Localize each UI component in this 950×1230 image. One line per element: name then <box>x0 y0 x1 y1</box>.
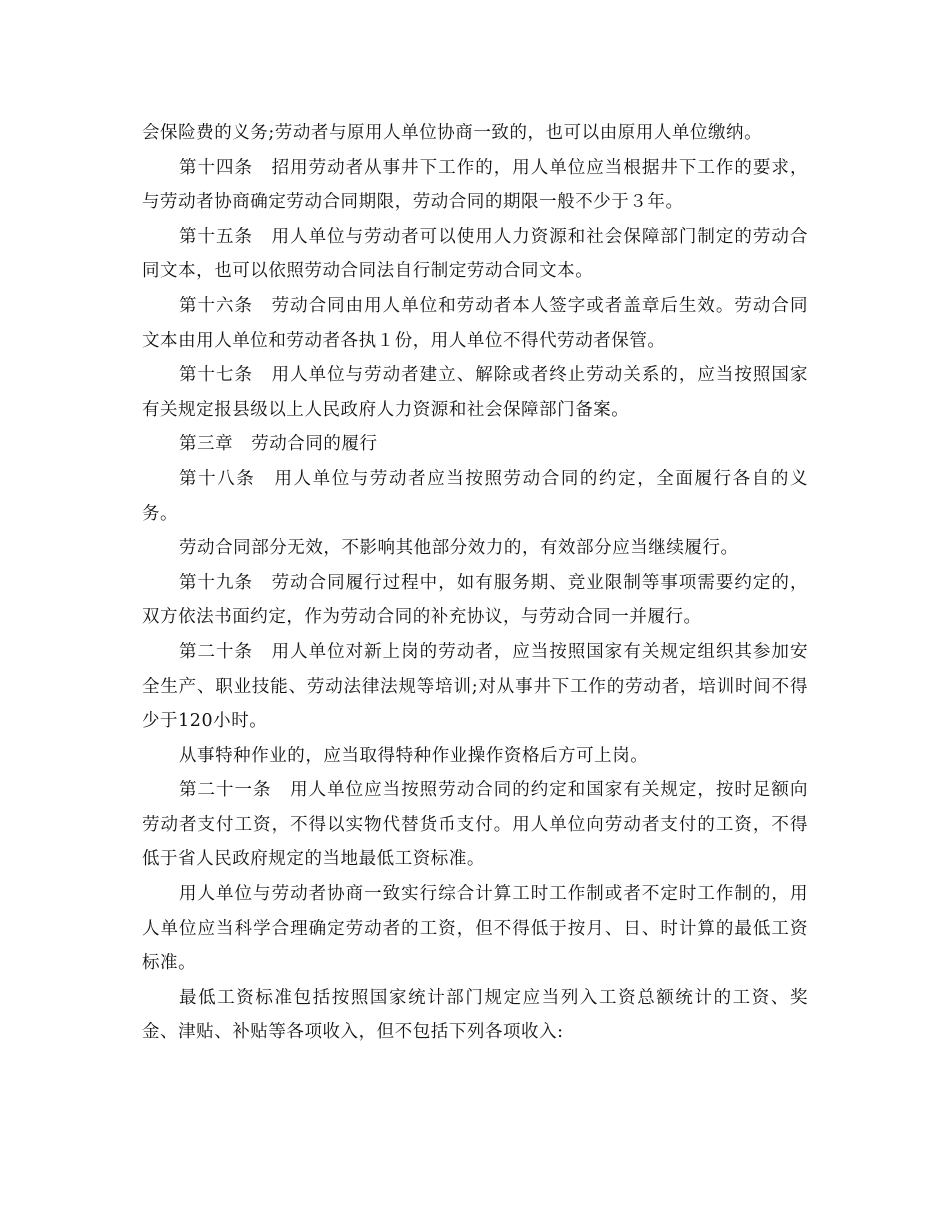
paragraph-article-16: 第十六条 劳动合同由用人单位和劳动者本人签字或者盖章后生效。劳动合同文本由用人单位和劳动者各执１份，用人单位不得代劳动者保管。 <box>142 295 808 351</box>
paragraph-article-21-clause-3: 最低工资标准包括按照国家统计部门规定应当列入工资总额统计的工资、奖金、津贴、补贴等各项收入，但不包括下列各项收入: <box>142 987 808 1043</box>
paragraph-article-19: 第十九条 劳动合同履行过程中，如有服务期、竞业限制等事项需要约定的，双方依法书面约定，作为劳动合同的补充协议，与劳动合同一并履行。 <box>142 572 808 628</box>
paragraph-article-14: 第十四条 招用劳动者从事井下工作的，用人单位应当根据井下工作的要求，与劳动者协商确定劳动合同期限，劳动合同的期限一般不少于３年。 <box>142 157 808 213</box>
paragraph-article-15: 第十五条 用人单位与劳动者可以使用人力资源和社会保障部门制定的劳动合同文本，也可以依照劳动合同法自行制定劳动合同文本。 <box>142 226 808 282</box>
paragraph-article-21-clause-2: 用人单位与劳动者协商一致实行综合计算工时工作制或者不定时工作制的，用人单位应当科学合理确定劳动者的工资，但不得低于按月、日、时计算的最低工资标准。 <box>142 884 808 974</box>
paragraph-article-20: 第二十条 用人单位对新上岗的劳动者，应当按照国家有关规定组织其参加安全生产、职业技能、劳动法律法规等培训;对从事井下工作的劳动者，培训时间不得少于120小时。 <box>142 641 808 732</box>
paragraph-article-17: 第十七条 用人单位与劳动者建立、解除或者终止劳动关系的，应当按照国家有关规定报县级以上人民政府人力资源和社会保障部门备案。 <box>142 365 808 420</box>
paragraph-article-18: 第十八条 用人单位与劳动者应当按照劳动合同的约定，全面履行各自的义务。 <box>142 468 808 524</box>
document-page <box>142 116 808 1050</box>
paragraph-article-18-clause: 劳动合同部分无效，不影响其他部分效力的，有效部分应当继续履行。 <box>179 538 739 559</box>
paragraph-article-21: 第二十一条 用人单位应当按照劳动合同的约定和国家有关规定，按时足额向劳动者支付工资，不得以实物代替货币支付。用人单位向劳动者支付的工资，不得低于省人民政府规定的当地最低工资标准。 <box>142 780 808 870</box>
chapter-heading: 第三章 劳动合同的履行 <box>179 434 378 455</box>
paragraph-article-20-clause: 从事特种作业的，应当取得特种作业操作资格后方可上岗。 <box>179 745 649 766</box>
paragraph-continuation: 会保险费的义务;劳动者与原用人单位协商一致的，也可以由原用人单位缴纳。 <box>142 123 763 143</box>
